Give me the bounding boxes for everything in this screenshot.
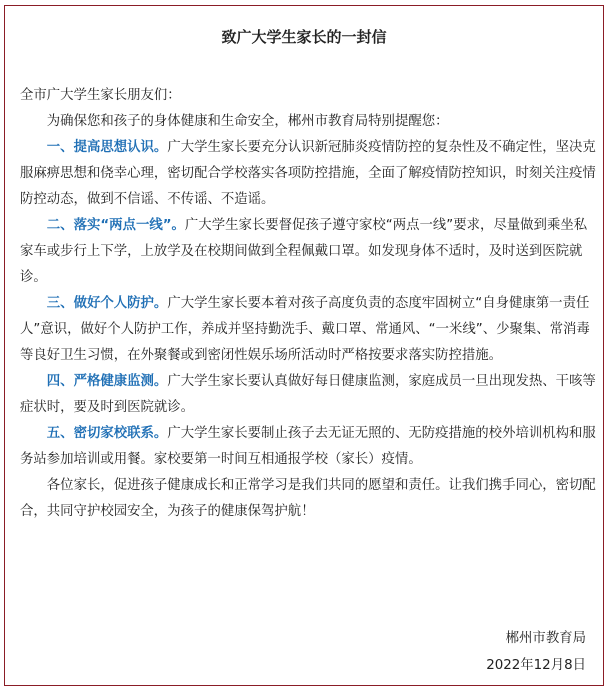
section-text: 广大学生家长要充分认识新冠肺炎疫情防控的复杂性及不确定性，坚决克服麻痹思想和侥幸心理，密切配合学校落实各项防控措施，全面了解疫情防控知识，时刻关注疫情防控动态，做到不信谣、不传谣、不造谣。: [20, 140, 596, 207]
section-paragraph: [20, 291, 600, 369]
letter-frame: [4, 5, 604, 686]
section-text: 广大学生家长要制止孩子去无证无照的、无防疫措施的校外培训机构和服务站参加培训或用餐。家校要第一时间互相通报学校（家长）疫情。: [20, 426, 596, 467]
closing-paragraph: 各位家长，促进孩子健康成长和正常学习是我们共同的愿望和责任。让我们携手同心，密切配合，共同守护校园安全，为孩子的健康保驾护航！: [20, 478, 596, 519]
section-paragraph: [20, 135, 600, 213]
section-text: 广大学生家长要认真做好每日健康监测，家庭成员一旦出现发热、干咳等症状时，要及时到医院就诊。: [20, 374, 596, 415]
intro-paragraph: 为确保您和孩子的身体健康和生命安全，郴州市教育局特别提醒您：: [46, 114, 449, 129]
section-paragraph: [20, 421, 600, 473]
letter-title: 致广大学生家长的一封信: [221, 28, 387, 46]
signature-organization: 郴州市教育局: [505, 631, 586, 646]
section-heading: 一、提高思想认识。: [46, 140, 168, 155]
section-text: 广大学生家长要本着对孩子高度负责的态度牢固树立“自身健康第一责任人”意识，做好个人防护工作，养成并坚持勤洗手、戴口罩、常通风、“一米线”、少聚集、常消毒等良好卫生习惯，在外聚餐或到密闭性娱乐场所活动时严格按要求落实防控措施。: [20, 296, 590, 363]
section-heading: 五、密切家校联系。: [46, 426, 168, 441]
section-paragraph: [20, 369, 600, 421]
section-heading: 四、严格健康监测。: [46, 374, 168, 389]
letter-body: [20, 83, 600, 525]
section-heading: 二、落实“两点一线”。: [46, 218, 185, 233]
section-paragraph: [20, 213, 600, 291]
signature-date: 2022年12月8日: [486, 658, 586, 673]
greeting: 全市广大学生家长朋友们：: [20, 88, 181, 103]
section-heading: 三、做好个人防护。: [46, 296, 168, 311]
section-text: 广大学生家长要督促孩子遵守家校“两点一线”要求，尽量做到乘坐私家车或步行上下学，上放学及在校期间做到全程佩戴口罩。如发现身体不适时，及时送到医院就诊。: [20, 218, 588, 285]
